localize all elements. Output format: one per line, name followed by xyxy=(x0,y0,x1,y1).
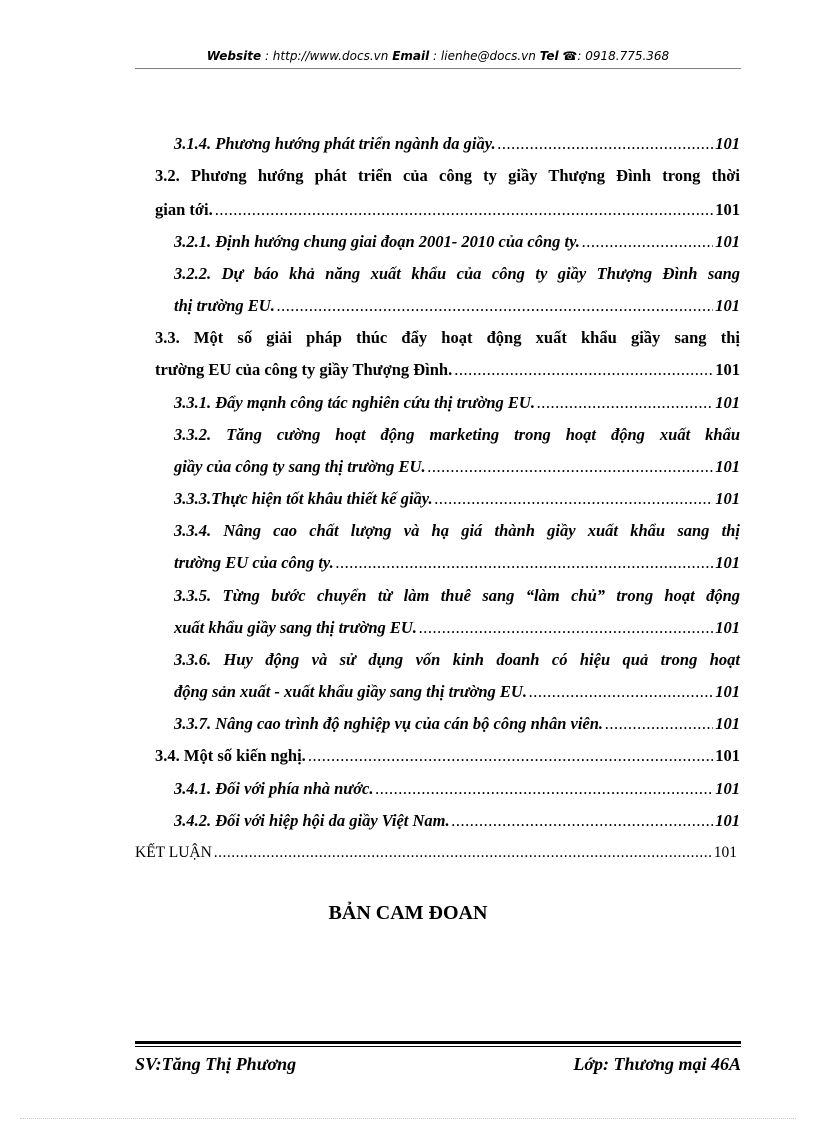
toc-entry-text: 3.3.6. Huy động và sử dụng vốn kinh doanh có hiệu quả trong hoạt xyxy=(174,650,740,669)
toc-entry-text: 3.3.1. Đẩy mạnh công tác nghiên cứu thị trường EU. xyxy=(174,393,535,412)
toc-page-number: 101 xyxy=(715,200,740,219)
toc-page-number: 101 xyxy=(715,134,740,153)
toc-entry-3-3-4-line2 xyxy=(174,551,740,575)
toc-entry-text: 3.2. Phương hướng phát triển của công ty giầy Thượng Đình trong thời xyxy=(155,166,740,185)
toc-leader-dots xyxy=(498,132,714,156)
toc-leader-dots xyxy=(529,680,713,704)
toc-page-number: 101 xyxy=(715,714,740,733)
toc-leader-dots xyxy=(308,744,713,768)
footer-student: SV:Tăng Thị Phương xyxy=(135,1054,297,1074)
toc-entry-3-1-4 xyxy=(174,132,740,156)
toc-page-number: 101 xyxy=(715,746,740,765)
toc-entry-3-3-6-line2 xyxy=(174,680,740,704)
website-label: Website xyxy=(206,49,262,63)
toc-entry-text: động sản xuất - xuất khẩu giầy sang thị trường EU. xyxy=(174,682,527,701)
page-header xyxy=(135,46,741,69)
toc-entry-3-4-1 xyxy=(174,777,740,801)
toc-entry-text: 3.3.7. Nâng cao trình độ nghiệp vụ của cán bộ công nhân viên. xyxy=(174,714,604,733)
toc-entry-3-4-2 xyxy=(174,809,740,833)
page-footer xyxy=(135,1054,741,1075)
toc-entry-3-3-5-line1 xyxy=(174,584,740,608)
toc-entry-text: gian tới. xyxy=(155,200,213,219)
toc-entry-text: 3.3.4. Nâng cao chất lượng và hạ giá thành giầy xuất khẩu sang thị xyxy=(174,521,740,540)
toc-entry-3-3-1 xyxy=(174,391,740,415)
toc-entry-3-3-line1 xyxy=(155,326,740,350)
toc-page-number: 101 xyxy=(715,296,740,315)
toc-entry-text: trường EU của công ty. xyxy=(174,553,334,572)
toc-leader-dots xyxy=(376,777,714,801)
toc-entry-3-2-1 xyxy=(174,230,740,254)
toc-entry-text: xuất khẩu giầy sang thị trường EU. xyxy=(174,618,417,637)
section-title: BẢN CAM ĐOAN xyxy=(328,902,488,924)
toc-page-number: 101 xyxy=(715,618,740,637)
toc-leader-dots xyxy=(428,455,714,479)
toc-leader-dots xyxy=(419,616,713,640)
toc-page-number: 101 xyxy=(715,393,740,412)
toc-entry-3-3-7 xyxy=(174,712,740,736)
toc-page-number: 101 xyxy=(715,682,740,701)
toc-entry-ket-luan xyxy=(135,841,737,865)
toc-page-number: 101 xyxy=(715,489,740,508)
toc-leader-dots xyxy=(582,230,713,254)
toc-page-number: 101 xyxy=(715,553,740,572)
toc-entry-text: trường EU của công ty giầy Thượng Đình. xyxy=(155,360,453,379)
toc-entry-text: 3.3.3.Thực hiện tốt khâu thiết kế giầy. xyxy=(174,489,433,508)
toc-entry-3-3-6-line1 xyxy=(174,648,740,672)
toc-page-number: 101 xyxy=(715,232,740,251)
toc-leader-dots xyxy=(215,198,714,222)
toc-entry-3-2-line1 xyxy=(155,164,740,188)
toc-entry-text: 3.2.1. Định hướng chung giai đoạn 2001- 2010 của công ty. xyxy=(174,232,580,251)
website-value: : http://www.docs.vn xyxy=(261,49,393,63)
toc-entry-3-3-4-line1 xyxy=(174,519,740,543)
toc-leader-dots xyxy=(605,712,713,736)
toc-entry-text: 3.4.1. Đối với phía nhà nước. xyxy=(174,779,374,798)
toc-leader-dots xyxy=(214,841,712,865)
footer-rule-thick xyxy=(135,1041,741,1044)
footer-rule-thin xyxy=(135,1046,741,1047)
toc-entry-3-3-2-line2 xyxy=(174,455,740,479)
toc-entry-3-3-line2 xyxy=(155,358,740,382)
toc-page-number: 101 xyxy=(715,457,740,476)
email-value: : lienhe@docs.vn xyxy=(429,49,540,63)
toc-entry-3-3-3 xyxy=(174,487,740,511)
toc-entry-text: 3.2.2. Dự báo khả năng xuất khẩu của công ty giầy Thượng Đình sang xyxy=(174,264,740,283)
toc-entry-text: 3.4. Một số kiến nghị. xyxy=(155,746,306,765)
toc-page-number: 101 xyxy=(713,844,737,861)
toc-entry-3-3-2-line1 xyxy=(174,423,740,447)
bottom-dotted-border xyxy=(20,1118,796,1119)
toc-page-number: 101 xyxy=(715,779,740,798)
toc-leader-dots xyxy=(277,294,713,318)
toc-entry-text: thị trường EU. xyxy=(174,296,275,315)
toc-leader-dots xyxy=(336,551,713,575)
tel-label: Tel xyxy=(539,49,559,63)
toc-entry-text: 3.3. Một số giải pháp thúc đẩy hoạt động xuất khẩu giầy sang thị xyxy=(155,328,740,347)
toc-entry-3-4 xyxy=(155,744,740,768)
toc-entry-text: 3.3.2. Tăng cường hoạt động marketing trong hoạt động xuất khẩu xyxy=(174,425,740,444)
toc-page-number: 101 xyxy=(715,811,740,830)
toc-entry-3-2-line2 xyxy=(155,198,740,222)
toc-leader-dots xyxy=(435,487,714,511)
toc-leader-dots xyxy=(452,809,714,833)
toc-entry-3-2-2-line2 xyxy=(174,294,740,318)
toc-leader-dots xyxy=(537,391,713,415)
toc-page-number: 101 xyxy=(715,360,740,379)
toc-entry-text: giầy của công ty sang thị trường EU. xyxy=(174,457,426,476)
footer-class: Lớp: Thương mại 46A xyxy=(573,1054,741,1074)
toc-entry-text: 3.3.5. Từng bước chuyển từ làm thuê sang “làm chủ” trong hoạt động xyxy=(174,586,740,605)
toc-entry-3-2-2-line1 xyxy=(174,262,740,286)
toc-entry-text: 3.4.2. Đối với hiệp hội da giầy Việt Nam. xyxy=(174,811,450,830)
tel-value: ☎: 0918.775.368 xyxy=(558,49,670,63)
email-label: Email xyxy=(392,49,430,63)
toc-entry-text: KẾT LUẬN xyxy=(135,844,212,861)
toc-entry-text: 3.1.4. Phương hướng phát triển ngành da giầy. xyxy=(174,134,496,153)
toc-entry-3-3-5-line2 xyxy=(174,616,740,640)
toc-leader-dots xyxy=(454,358,713,382)
